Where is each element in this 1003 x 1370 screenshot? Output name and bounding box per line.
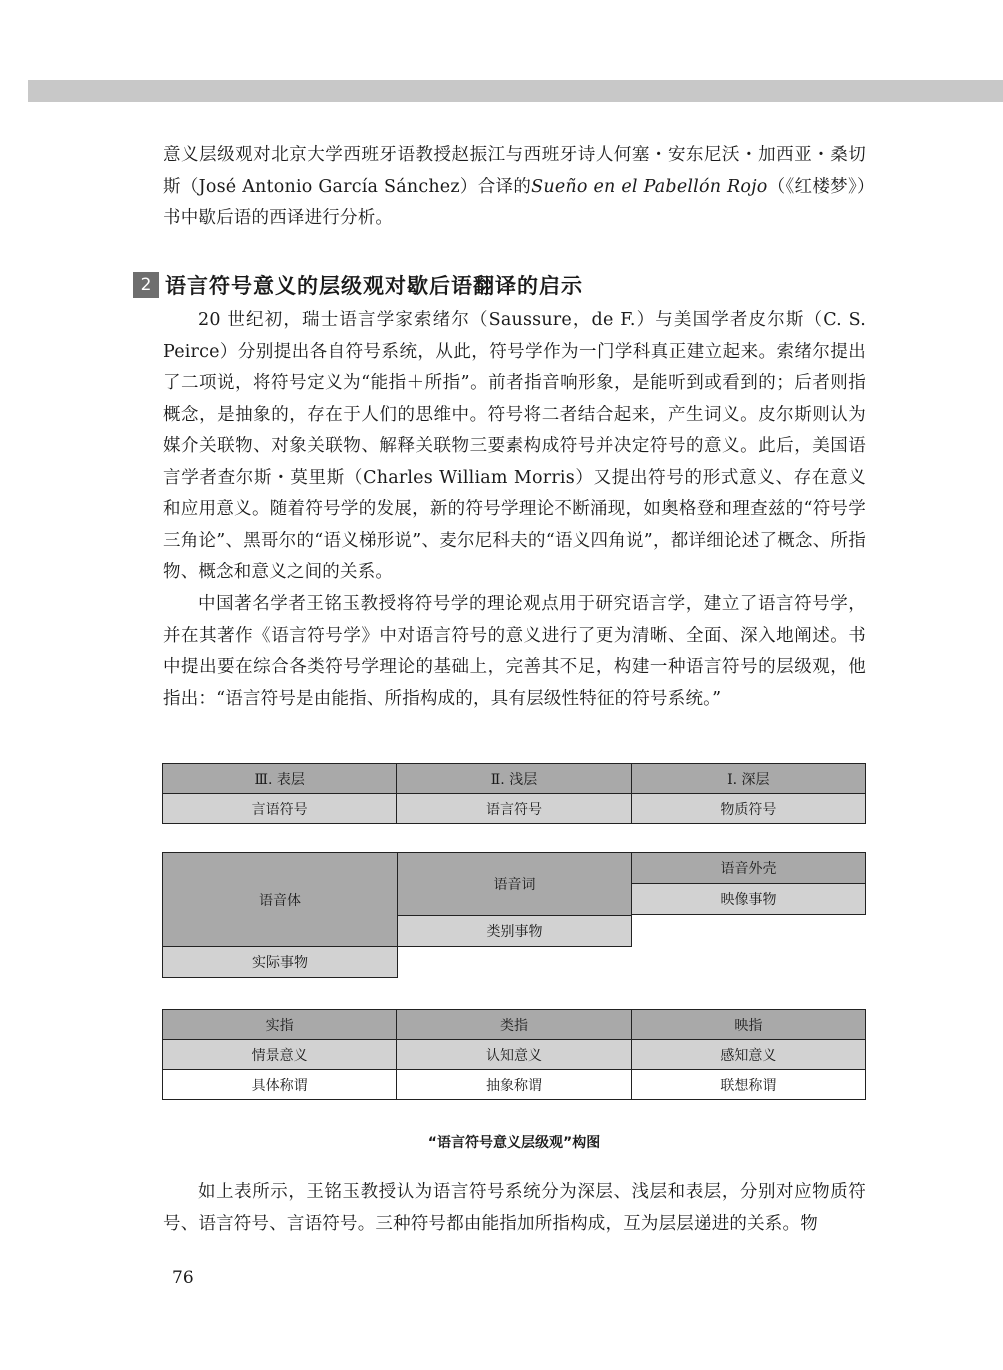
diagram-box-leibie-shiwu: 类别事物 [397,915,632,947]
table-cell: 言语符号 [163,794,397,824]
section-number-badge: 2 [133,272,159,298]
intro-paragraph [163,140,866,235]
diagram-box-yuyinci: 语音词 [397,852,632,916]
page-number: 76 [172,1268,194,1288]
paragraph-3: 如上表所示，王铭玉教授认为语言符号系统分为深层、浅层和表层，分别对应物质符号、语言符号、言语符号。三种符号都由能指加所指构成，互为层层递进的关系。物 [163,1182,866,1234]
table-header-cell: Ⅰ. 深层 [631,764,865,794]
table-header-cell: Ⅲ. 表层 [163,764,397,794]
paragraph-2: 中国著名学者王铭玉教授将符号学的理论观点用于研究语言学，建立了语言符号学，并在其著作《语言符号学》中对语言符号的意义进行了更为清晰、全面、深入地阐述。书中提出要在综合各类符号学理论的基础上，完善其不足，构建一种语言符号的层级观，他指出：“语言符号是由能指、所指构成的，具有层级性特征的符号系统。” [163,594,866,709]
diagram-box-shiji-shiwu: 实际事物 [162,946,398,978]
table-row [163,1040,866,1070]
table-header-cell: Ⅱ. 浅层 [397,764,631,794]
paragraph-1: 20 世纪初，瑞士语言学家索绪尔（Saussure，de F.）与美国学者皮尔斯（C. S. Peirce）分别提出各自符号系统，从此，符号学作为一门学科真正建立起来。索绪尔提出了二项说，将符号定义为“能指＋所指”。前者指音响形象，是能听到或看到的；后者则指概念，是抽象的，存在于人们的思维中。符号将二者结合起来，产生词义。皮尔斯则认为媒介关联物、对象关联物、解释关联物三要素构成符号并决定符号的意义。此后，美国语言学者查尔斯・莫里斯（Charles William Morris）又提出符号的形式意义、存在意义和应用意义。随着符号学的发展，新的符号学理论不断涌现，如奥格登和理查兹的“符号学三角论”、黑哥尔的“语义梯形说”、麦尔尼科夫的“语义四角说”，都详细论述了概念、所指物、概念和意义之间的关系。 [163,310,866,582]
top-decorative-bar [28,80,1003,102]
diagram-box-yuyin-waike: 语音外壳 [631,852,866,884]
section-heading [133,270,583,300]
section-title: 语言符号意义的层级观对歇后语翻译的启示 [165,274,583,298]
table-row [163,764,866,794]
table-row [163,794,866,824]
table-cell: 抽象称谓 [397,1070,631,1100]
table-meanings [162,1009,866,1100]
intro-text-after: （《红楼梦》）书中歇后语的西译进行分析。 [163,176,866,228]
diagram-box-yuyinti: 语音体 [162,852,398,947]
table-cell: 语言符号 [397,794,631,824]
table-cell: 感知意义 [631,1040,865,1070]
table-cell: 联想称谓 [631,1070,865,1100]
diagram-box-yingxiang-shiwu: 映像事物 [631,883,866,915]
intro-text-before: 意义层级观对北京大学西班牙语教授赵振江与西班牙诗人何塞・安东尼沃・加西亚・桑切斯（José Antonio García Sánchez）合译的 [163,145,866,197]
table-cell: 情景意义 [163,1040,397,1070]
table-cell: 物质符号 [631,794,865,824]
table-cell: 认知意义 [397,1040,631,1070]
table-row [163,1010,866,1040]
figure-caption: “语言符号意义层级观”构图 [427,1135,601,1151]
table-layers [162,763,866,824]
table-header-cell: 映指 [631,1010,865,1040]
table-cell: 具体称谓 [163,1070,397,1100]
intro-italic-title: Sueño en el Pabellón Rojo [531,176,768,197]
table-row [163,1070,866,1100]
table-header-cell: 实指 [163,1010,397,1040]
table-header-cell: 类指 [397,1010,631,1040]
